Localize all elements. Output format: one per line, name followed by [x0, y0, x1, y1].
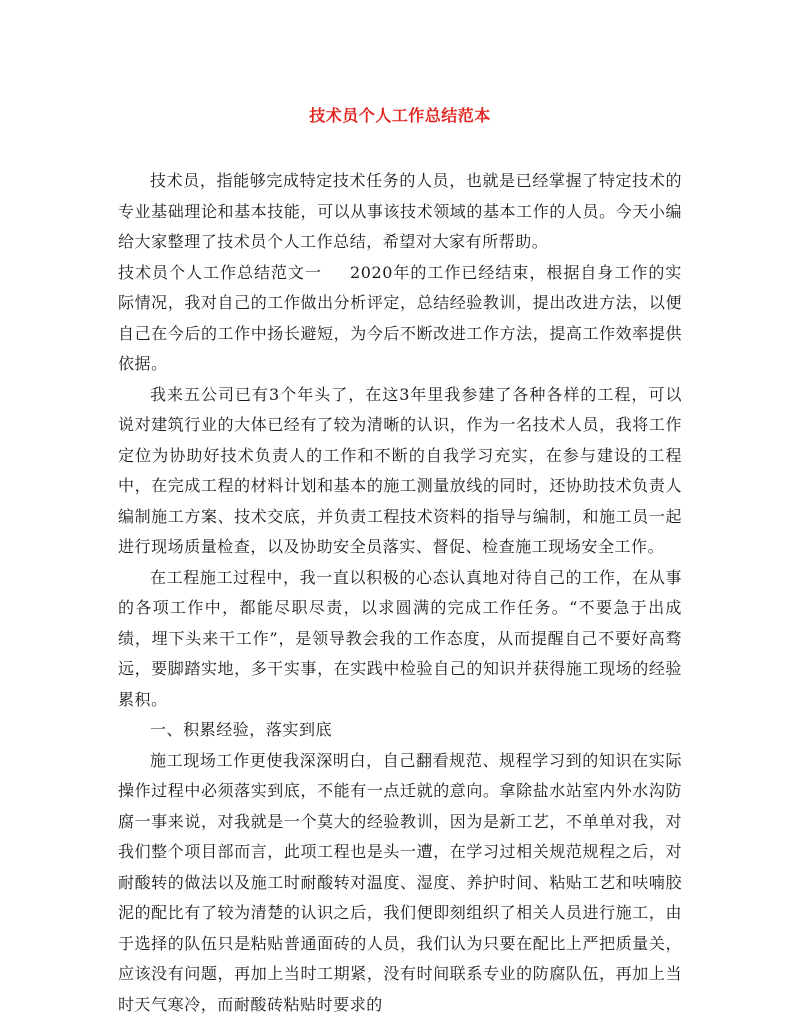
paragraph-three: 在工程施工过程中，我一直以积极的心态认真地对待自己的工作，在从事的各项工作中，都能尽职尽责，以求圆满的完成工作任务。“不要急于出成绩，埋下头来干工作”，是领导教会我的工作态度，从而提醒自己不要好高骛远，要脚踏实地，多干实事，在实践中检验自己的知识并获得施工现场的经验累积。 — [118, 567, 682, 709]
section-heading: 一、积累经验，落实到底 — [150, 720, 333, 739]
sample-paragraph — [118, 258, 682, 380]
paragraph-two: 我来五公司已有3个年头了，在这3年里我参建了各种各样的工程，可以说对建筑行业的大体已经有了较为清晰的认识，作为一名技术人员，我将工作定位为协助好技术负责人的工作和不断的自我学习充实，在参与建设的工程中，在完成工程的材料计划和基本的施工测量放线的同时，还协助技术负责人编制施工方案、技术交底，并负责工程技术资料的指导与编制，和施工员一起进行现场质量检查，以及协助安全员落实、督促、检查施工现场安全工作。 — [118, 384, 682, 556]
document-title: 技术员个人工作总结范本 — [309, 106, 491, 125]
sample-text: 2020年的工作已经结束，根据自身工作的实际情况，我对自己的工作做出分析评定，总结经验教训，提出改进方法，以便自己在今后的工作中扬长避短，为今后不断改进工作方法，提高工作效率提供依据。 — [118, 262, 682, 373]
sample-label: 技术员个人工作总结范文一 — [118, 262, 323, 282]
paragraph-four: 施工现场工作更使我深深明白，自己翻看规范、规程学习到的知识在实际操作过程中必须落实到底，不能有一点迁就的意向。拿除盐水站室内外水沟防腐一事来说，对我就是一个莫大的经验教训，因为是新工艺，不单单对我，对我们整个项目部而言，此项工程也是头一遭，在学习过相关规范规程之后，对耐酸转的做法以及施工时耐酸转对温度、湿度、养护时间、粘贴工艺和呋喃胶泥的配比有了较为清楚的认识之后，我们便即刻组织了相关人员进行施工，由于选择的队伍只是粘贴普通面砖的人员，我们认为只要在配比上严把质量关，应该没有问题，再加上当时工期紧，没有时间联系专业的防腐队伍，再加上当时天气寒冷，而耐酸砖粘贴时要求的 — [118, 750, 682, 1014]
intro-paragraph: 技术员，指能够完成特定技术任务的人员，也就是已经掌握了特定技术的专业基础理论和基本技能，可以从事该技术领域的基本工作的人员。今天小编给大家整理了技术员个人工作总结，希望对大家有所帮助。 — [118, 171, 682, 251]
